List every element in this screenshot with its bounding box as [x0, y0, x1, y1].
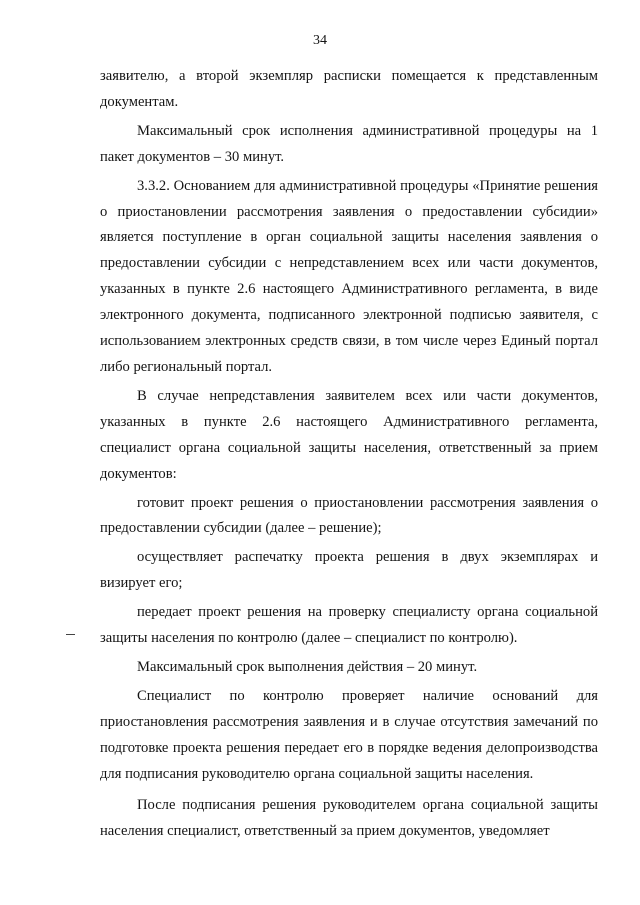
- paragraph-8: Максимальный срок выполнения действия – 20 минут.: [137, 658, 478, 675]
- paragraph-3: 3.3.2. Основанием для административной процедуры «Принятие решения о приостановлении рассмотрения заявления о предоставлении субсидии» является поступление в орган социальной защиты населения заявления о предоставлении субсидии с непредставлением всех или части документов, указанных в пункте 2.6 настоящего Административного регламента, в виде электронного документа, подписанного электронной подписью заявителя, с использованием электронных средств связи, в том числе через Единый портал либо региональный портал.: [100, 177, 598, 375]
- paragraph-1: заявителю, а второй экземпляр расписки помещается к представленным документам.: [100, 68, 598, 110]
- paragraph-5: готовит проект решения о приостановлении рассмотрения заявления о предоставлении субсидии (далее – решение);: [100, 494, 598, 537]
- paragraph-4: В случае непредставления заявителем всех или части документов, указанных в пункте 2.6 настоящего Административного регламента, специалист органа социальной защиты населения, ответственный за прием документов:: [100, 387, 598, 482]
- paragraph-9: Специалист по контролю проверяет наличие оснований для приостановления рассмотрения заявления и в случае отсутствия замечаний по подготовке проекта решения передает его в порядке ведения делопроизводства для подписания руководителю органа социальной защиты населения.: [100, 687, 598, 782]
- page-number: 34: [313, 33, 327, 48]
- margin-mark: [66, 634, 75, 635]
- paragraph-7: передает проект решения на проверку специалисту органа социальной защиты населения по контролю (далее – специалист по контролю).: [100, 604, 598, 647]
- paragraph-6: осуществляет распечатку проекта решения в двух экземплярах и визирует его;: [100, 549, 598, 592]
- document-body: [100, 64, 598, 845]
- paragraph-10: После подписания решения руководителем органа социальной защиты населения специалист, ответственный за прием документов, уведомляет: [100, 797, 598, 840]
- paragraph-2: Максимальный срок исполнения административной процедуры на 1 пакет документов – 30 минут.: [100, 122, 598, 165]
